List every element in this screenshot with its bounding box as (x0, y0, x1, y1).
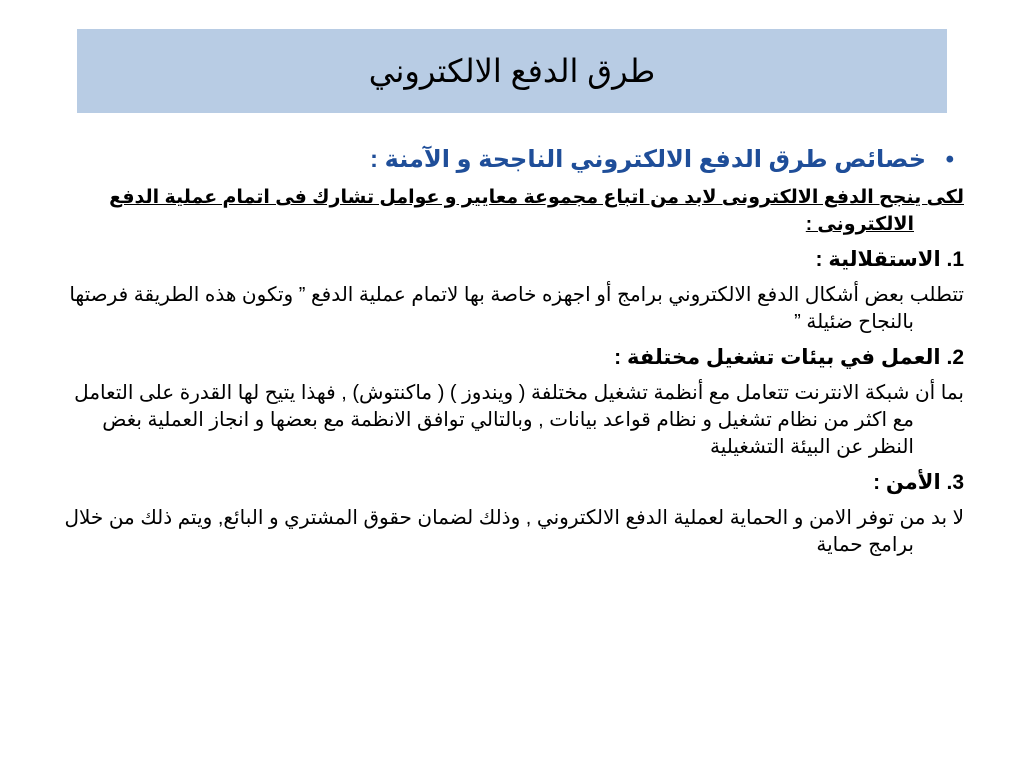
item-heading-1: 1. الاستقلالية : (815, 248, 964, 271)
item-text-2: بما أن شبكة الانترنت تتعامل مع أنظمة تشغيل مختلفة ( ويندوز ) ( ماكنتوش) , فهذا يتيح لها القدرة على التعامل مع اكثر من نظام تشغيل و نظام قواعد بيانات , وبالتالي توافق الانظمة مع بعضها و انجاز العملية بغض النظر عن البيئة التشغيلية (74, 382, 964, 458)
subtitle-bullet (60, 145, 964, 175)
item-text-1: تتطلب بعض أشكال الدفع الالكتروني برامج أو اجهزه خاصة بها لاتمام عملية الدفع ” وتكون هذه الطريقة فرصتها بالنجاح ضئيلة ” (69, 284, 964, 333)
subtitle-text: خصائص طرق الدفع الالكتروني الناجحة و الآمنة : (369, 146, 926, 173)
item-text-3: لا بد من توفر الامن و الحماية لعملية الدفع الالكتروني , وذلك لضمان حقوق المشتري و البائع, ويتم ذلك من خلال برامج حماية (64, 507, 964, 556)
title-bar (77, 29, 947, 113)
slide-content (60, 145, 964, 567)
slide-title: طرق الدفع الالكتروني (368, 53, 656, 89)
intro-text: لكى ينجح الدفع الالكترونى لابد من اتباع مجموعة معايير و عوامل تشارك فى اتمام عملية الدفع الالكترونى : (109, 187, 964, 235)
item-heading-3: 3. الأمن : (873, 471, 964, 494)
bullet-marker: • (945, 146, 954, 173)
item-heading-2: 2. العمل في بيئات تشغيل مختلفة : (614, 346, 964, 369)
